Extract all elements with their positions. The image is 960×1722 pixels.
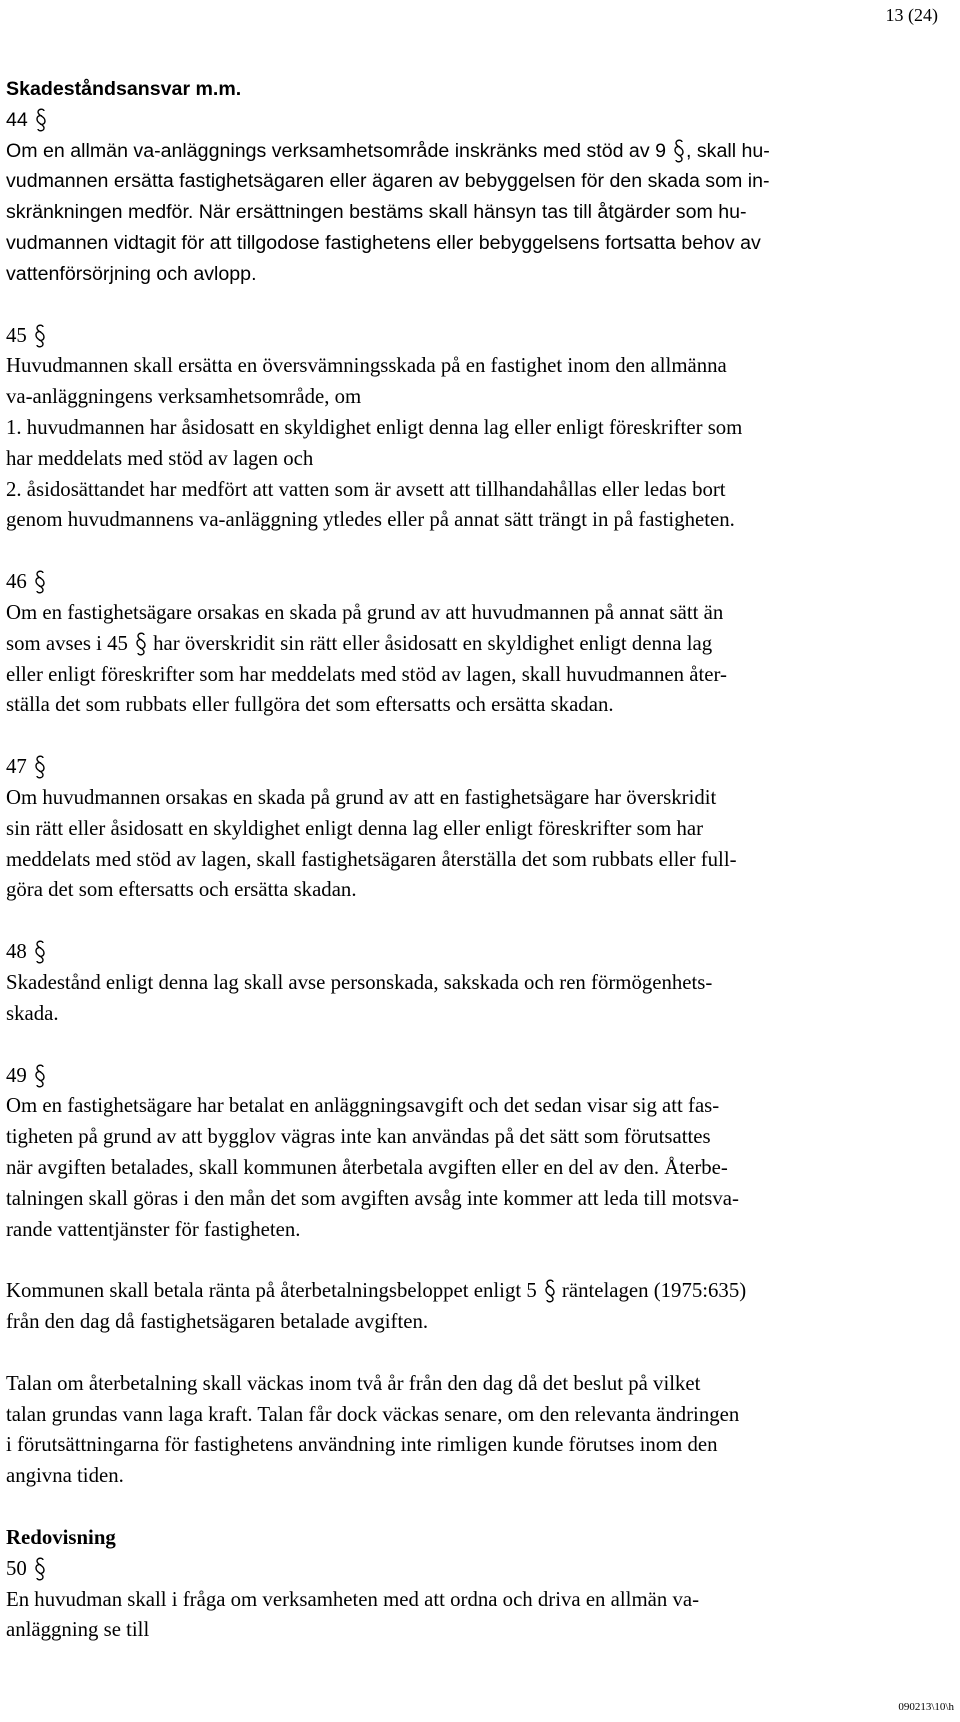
text-line: vudmannen vidtagit för att tillgodose fastighetens eller bebyggelsens fortsatta behov av (6, 231, 761, 254)
section-mark-icon (34, 107, 48, 133)
text-line: En huvudman skall i fråga om verksamheten med att ordna och driva en allmän va- (6, 1587, 699, 1611)
section-mark-icon (33, 569, 47, 595)
text-line: talningen skall göras i den mån det som avgiften avsåg inte kommer att leda till motsva- (6, 1186, 739, 1210)
text-line: talan grundas vann laga kraft. Talan får dock väckas senare, om den relevanta ändringen (6, 1402, 740, 1426)
text-line: Huvudmannen skall ersätta en översvämningsskada på en fastighet inom den allmänna (6, 354, 727, 378)
section-mark-icon (33, 323, 47, 349)
text-line: Kommunen skall betala ränta på återbetalningsbeloppet enligt 5 (6, 1279, 537, 1303)
section-number: 44 (6, 108, 28, 131)
section-mark-icon (33, 754, 47, 780)
section-mark-icon (33, 1556, 47, 1582)
text-line: Om en fastighetsägare orsakas en skada på grund av att huvudmannen på annat sätt än (6, 600, 724, 624)
section-mark-icon (672, 138, 686, 164)
text-line: har överskridit sin rätt eller åsidosatt en skyldighet enligt denna lag (147, 631, 713, 655)
section-number: 47 (6, 755, 27, 779)
text-line: vudmannen ersätta fastighetsägaren eller ägaren av bebyggelsen för den skada som in- (6, 170, 770, 193)
text-line: 1. huvudmannen har åsidosatt en skyldighet enligt denna lag eller enligt föreskrifter som (6, 415, 743, 439)
section-50-number (6, 1554, 958, 1585)
text-line: har meddelats med stöd av lagen och (6, 446, 314, 470)
text-line: skada. (6, 1001, 59, 1025)
section-mark-icon (33, 939, 47, 965)
section-47-number (6, 752, 958, 783)
text-line: Om huvudmannen orsakas en skada på grund av att en fastighetsägare har överskridit (6, 785, 717, 809)
text-line: anläggning se till (6, 1618, 150, 1642)
text-line: Om en allmän va-anläggnings verksamhetsområde inskränks med stöd av 9 (6, 139, 666, 162)
text-line: Skadestånd enligt denna lag skall avse personskada, sakskada och ren förmögenhets- (6, 970, 713, 994)
document-body (6, 74, 958, 1646)
text-line: rande vattentjänster för fastigheten. (6, 1217, 301, 1241)
text-line (6, 1276, 958, 1307)
text-line: angivna tiden. (6, 1464, 124, 1488)
text-line: Talan om återbetalning skall väckas inom två år från den dag då det beslut på vilket (6, 1371, 701, 1395)
section-number: 45 (6, 323, 27, 347)
text-line: från den dag då fastighetsägaren betalade avgiften. (6, 1310, 429, 1334)
text-line: ställa det som rubbats eller fullgöra det som eftersatts och ersätta skadan. (6, 693, 614, 717)
section-mark-icon (543, 1278, 557, 1304)
footer-document-code: 090213\10\h (898, 1701, 954, 1713)
section-44-number (6, 105, 958, 136)
page-number: 13 (24) (885, 5, 938, 25)
section-48-number (6, 937, 958, 968)
text-line (6, 629, 958, 660)
text-line: eller enligt föreskrifter som har meddelats med stöd av lagen, skall huvudmannen åter- (6, 662, 727, 686)
text-line: Om en fastighetsägare har betalat en anläggningsavgift och det sedan visar sig att fas- (6, 1094, 720, 1118)
section-44-text (6, 136, 958, 167)
heading-skadestandsansvar: Skadeståndsansvar m.m. (6, 78, 242, 100)
text-line: räntelagen (1975:635) (556, 1279, 747, 1303)
text-line: skränkningen medför. När ersättningen bestäms skall hänsyn tas till åtgärder som hu- (6, 201, 747, 224)
heading-redovisning: Redovisning (6, 1526, 116, 1550)
section-mark-icon (134, 631, 148, 657)
section-number: 46 (6, 570, 27, 594)
text-line: sin rätt eller åsidosatt en skyldighet enligt denna lag eller enligt föreskrifter som har (6, 816, 704, 840)
text-line: va-anläggningens verksamhetsområde, om (6, 385, 362, 409)
text-line: göra det som eftersatts och ersätta skadan. (6, 878, 357, 902)
section-number: 49 (6, 1063, 27, 1087)
text-line: genom huvudmannens va-anläggning ytledes eller på annat sätt trängt in på fastigheten. (6, 508, 735, 532)
section-49-number (6, 1061, 958, 1092)
section-45-number (6, 321, 958, 352)
text-line: , skall hu- (685, 139, 770, 162)
text-line: vattenförsörjning och avlopp. (6, 262, 257, 285)
section-number: 50 (6, 1556, 27, 1580)
text-line: när avgiften betalades, skall kommunen återbetala avgiften eller en del av den. Återbe- (6, 1155, 728, 1179)
text-line: 2. åsidosättandet har medfört att vatten som är avsett att tillhandahållas eller ledas bort (6, 477, 726, 501)
text-line: tigheten på grund av att bygglov vägras inte kan användas på det sätt som förutsattes (6, 1125, 711, 1149)
section-mark-icon (33, 1063, 47, 1089)
text-line: som avses i 45 (6, 631, 128, 655)
text-line: meddelats med stöd av lagen, skall fastighetsägaren återställa det som rubbats eller full- (6, 847, 737, 871)
section-46-number (6, 567, 958, 598)
text-line: i förutsättningarna för fastighetens användning inte rimligen kunde förutses inom den (6, 1433, 718, 1457)
section-number: 48 (6, 940, 27, 964)
